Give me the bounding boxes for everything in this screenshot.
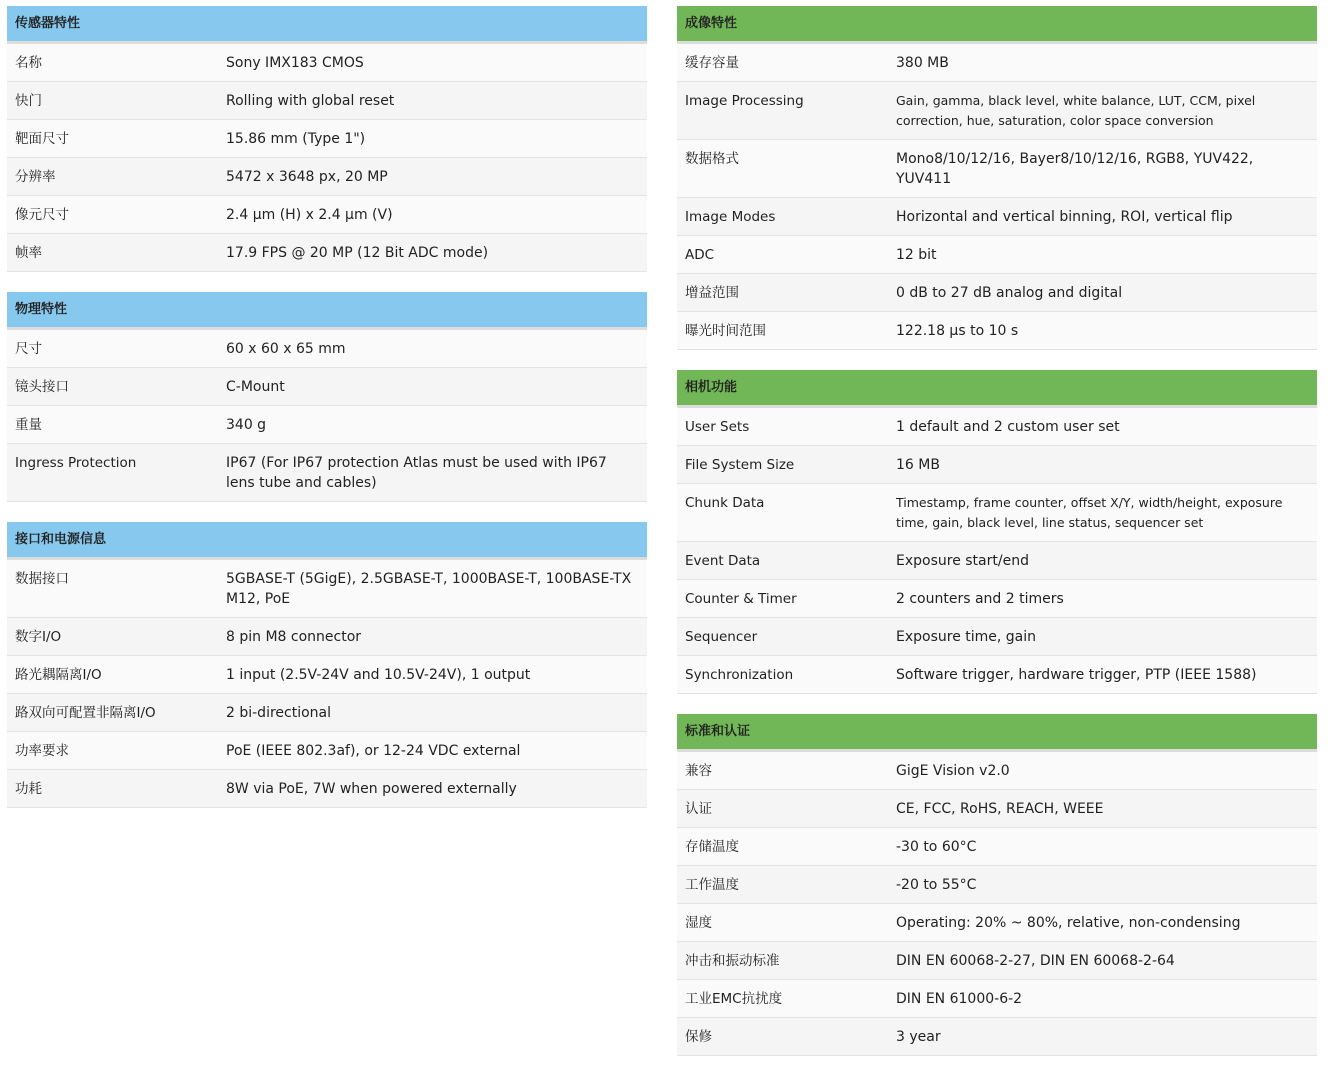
spec-row [677, 44, 1317, 82]
spec-label: 数字I/O [15, 629, 62, 645]
section-header: 物理特性 [7, 292, 647, 330]
spec-row [677, 408, 1317, 446]
spec-row [677, 866, 1317, 904]
spec-row [677, 1018, 1317, 1056]
spec-value: GigE Vision v2.0 [896, 763, 1010, 779]
section-header: 成像特性 [677, 6, 1317, 44]
spec-row [677, 484, 1317, 542]
spec-label: 帧率 [15, 245, 42, 261]
spec-value: Rolling with global reset [226, 93, 395, 109]
spec-row [677, 236, 1317, 274]
spec-row [677, 752, 1317, 790]
spec-label: Ingress Protection [15, 455, 137, 471]
spec-label: 曝光时间范围 [685, 323, 766, 339]
spec-row [677, 446, 1317, 484]
spec-label: 数据格式 [685, 151, 739, 167]
spec-value: 15.86 mm (Type 1") [226, 131, 366, 147]
spec-value: 5472 x 3648 px, 20 MP [226, 169, 388, 185]
spec-label: 功率要求 [15, 743, 69, 759]
right-spec-column [677, 6, 1317, 1076]
spec-row [677, 312, 1317, 350]
spec-label: Sequencer [685, 629, 758, 645]
spec-value: 122.18 µs to 10 s [896, 323, 1019, 339]
spec-value: -30 to 60°C [896, 839, 977, 855]
spec-label: 路双向可配置非隔离I/O [15, 705, 156, 721]
spec-label: File System Size [685, 457, 795, 473]
spec-value: 0 dB to 27 dB analog and digital [896, 285, 1123, 301]
spec-row [7, 368, 647, 406]
spec-row [7, 82, 647, 120]
spec-value: 8 pin M8 connector [226, 629, 362, 645]
spec-value: DIN EN 61000-6-2 [896, 991, 1023, 1007]
spec-label: Event Data [685, 553, 761, 569]
spec-value: Software trigger, hardware trigger, PTP (IEEE 1588) [896, 667, 1257, 683]
spec-value: 17.9 FPS @ 20 MP (12 Bit ADC mode) [226, 245, 489, 261]
spec-label: 功耗 [15, 781, 42, 797]
section-header: 相机功能 [677, 370, 1317, 408]
spec-label: 认证 [685, 801, 712, 817]
spec-row [7, 560, 647, 618]
spec-label: 冲击和振动标准 [685, 953, 780, 969]
spec-value: Gain, gamma, black level, white balance, LUT, CCM, pixel correction, hue, saturation, color space conversion [896, 93, 1256, 128]
spec-section [7, 292, 647, 502]
spec-label: Synchronization [685, 667, 794, 683]
spec-value: PoE (IEEE 802.3af), or 12-24 VDC external [226, 743, 521, 759]
spec-label: 湿度 [685, 915, 712, 931]
spec-section [7, 6, 647, 272]
spec-section [677, 370, 1317, 694]
section-header: 标准和认证 [677, 714, 1317, 752]
spec-value: 2 bi-directional [226, 705, 332, 721]
spec-value: Mono8/10/12/16, Bayer8/10/12/16, RGB8, YUV422, YUV411 [896, 151, 1254, 187]
spec-value: 8W via PoE, 7W when powered externally [226, 781, 517, 797]
spec-row [7, 196, 647, 234]
spec-row [677, 274, 1317, 312]
spec-row [7, 732, 647, 770]
spec-value: 12 bit [896, 247, 937, 263]
spec-row [7, 158, 647, 196]
spec-value: 2.4 µm (H) x 2.4 µm (V) [226, 207, 393, 223]
spec-row [677, 828, 1317, 866]
spec-section [677, 714, 1317, 1056]
spec-label: 重量 [15, 417, 42, 433]
spec-value: 3 year [896, 1029, 941, 1045]
section-header: 传感器特性 [7, 6, 647, 44]
spec-row [677, 140, 1317, 198]
spec-label: 像元尺寸 [15, 207, 69, 223]
spec-value: Timestamp, frame counter, offset X/Y, width/height, exposure time, gain, black level, line status, sequencer set [896, 495, 1283, 530]
spec-label: 镜头接口 [15, 379, 69, 395]
spec-row [7, 406, 647, 444]
spec-row [677, 656, 1317, 694]
spec-row [7, 44, 647, 82]
spec-row [677, 790, 1317, 828]
spec-label: Image Modes [685, 209, 776, 225]
spec-label: Image Processing [685, 93, 804, 109]
spec-value: Horizontal and vertical binning, ROI, vertical flip [896, 209, 1233, 225]
spec-value: 60 x 60 x 65 mm [226, 341, 346, 357]
spec-section [7, 522, 647, 808]
spec-label: 快门 [15, 93, 42, 109]
spec-label: Chunk Data [685, 495, 765, 511]
spec-label: 分辨率 [15, 169, 56, 185]
spec-value: 1 input (2.5V-24V and 10.5V-24V), 1 output [226, 667, 531, 683]
spec-row [677, 980, 1317, 1018]
spec-section [677, 6, 1317, 350]
spec-label: 缓存容量 [685, 55, 739, 71]
spec-value: C-Mount [226, 379, 285, 395]
spec-label: 兼容 [685, 763, 712, 779]
spec-label: 工作温度 [685, 877, 739, 893]
spec-row [7, 770, 647, 808]
section-header: 接口和电源信息 [7, 522, 647, 560]
spec-label: 增益范围 [685, 285, 739, 301]
spec-value: 2 counters and 2 timers [896, 591, 1064, 607]
spec-row [7, 618, 647, 656]
spec-value: Exposure start/end [896, 553, 1029, 569]
spec-row [677, 82, 1317, 140]
spec-row [677, 942, 1317, 980]
spec-row [677, 904, 1317, 942]
spec-row [7, 656, 647, 694]
spec-value: DIN EN 60068-2-27, DIN EN 60068-2-64 [896, 953, 1175, 969]
spec-value: -20 to 55°C [896, 877, 977, 893]
spec-label: Counter & Timer [685, 591, 797, 607]
spec-value: 340 g [226, 417, 267, 433]
spec-row [677, 618, 1317, 656]
spec-label: 工业EMC抗扰度 [685, 991, 783, 1007]
spec-label: 名称 [15, 55, 42, 71]
spec-row [7, 444, 647, 502]
spec-value: Exposure time, gain [896, 629, 1037, 645]
spec-value: 380 MB [896, 55, 949, 71]
spec-label: 数据接口 [15, 571, 69, 587]
spec-label: 靶面尺寸 [15, 131, 69, 147]
spec-value: Operating: 20% ~ 80%, relative, non-condensing [896, 915, 1241, 931]
spec-row [7, 694, 647, 732]
spec-value: 1 default and 2 custom user set [896, 419, 1120, 435]
spec-row [7, 330, 647, 368]
spec-label: 保修 [685, 1029, 712, 1045]
spec-value: 16 MB [896, 457, 940, 473]
left-spec-column [7, 6, 647, 828]
spec-label: 路光耦隔离I/O [15, 667, 102, 683]
spec-value: 5GBASE-T (5GigE), 2.5GBASE-T, 1000BASE-T, 100BASE-TX M12, PoE [226, 571, 632, 607]
spec-row [677, 542, 1317, 580]
spec-row [7, 234, 647, 272]
spec-value: CE, FCC, RoHS, REACH, WEEE [896, 801, 1104, 817]
spec-label: 存储温度 [685, 839, 739, 855]
spec-row [677, 580, 1317, 618]
spec-label: ADC [685, 247, 715, 263]
spec-label: User Sets [685, 419, 750, 435]
spec-value: Sony IMX183 CMOS [226, 55, 364, 71]
spec-label: 尺寸 [15, 341, 42, 357]
spec-row [7, 120, 647, 158]
spec-row [677, 198, 1317, 236]
spec-value: IP67 (For IP67 protection Atlas must be used with IP67 lens tube and cables) [226, 455, 607, 491]
